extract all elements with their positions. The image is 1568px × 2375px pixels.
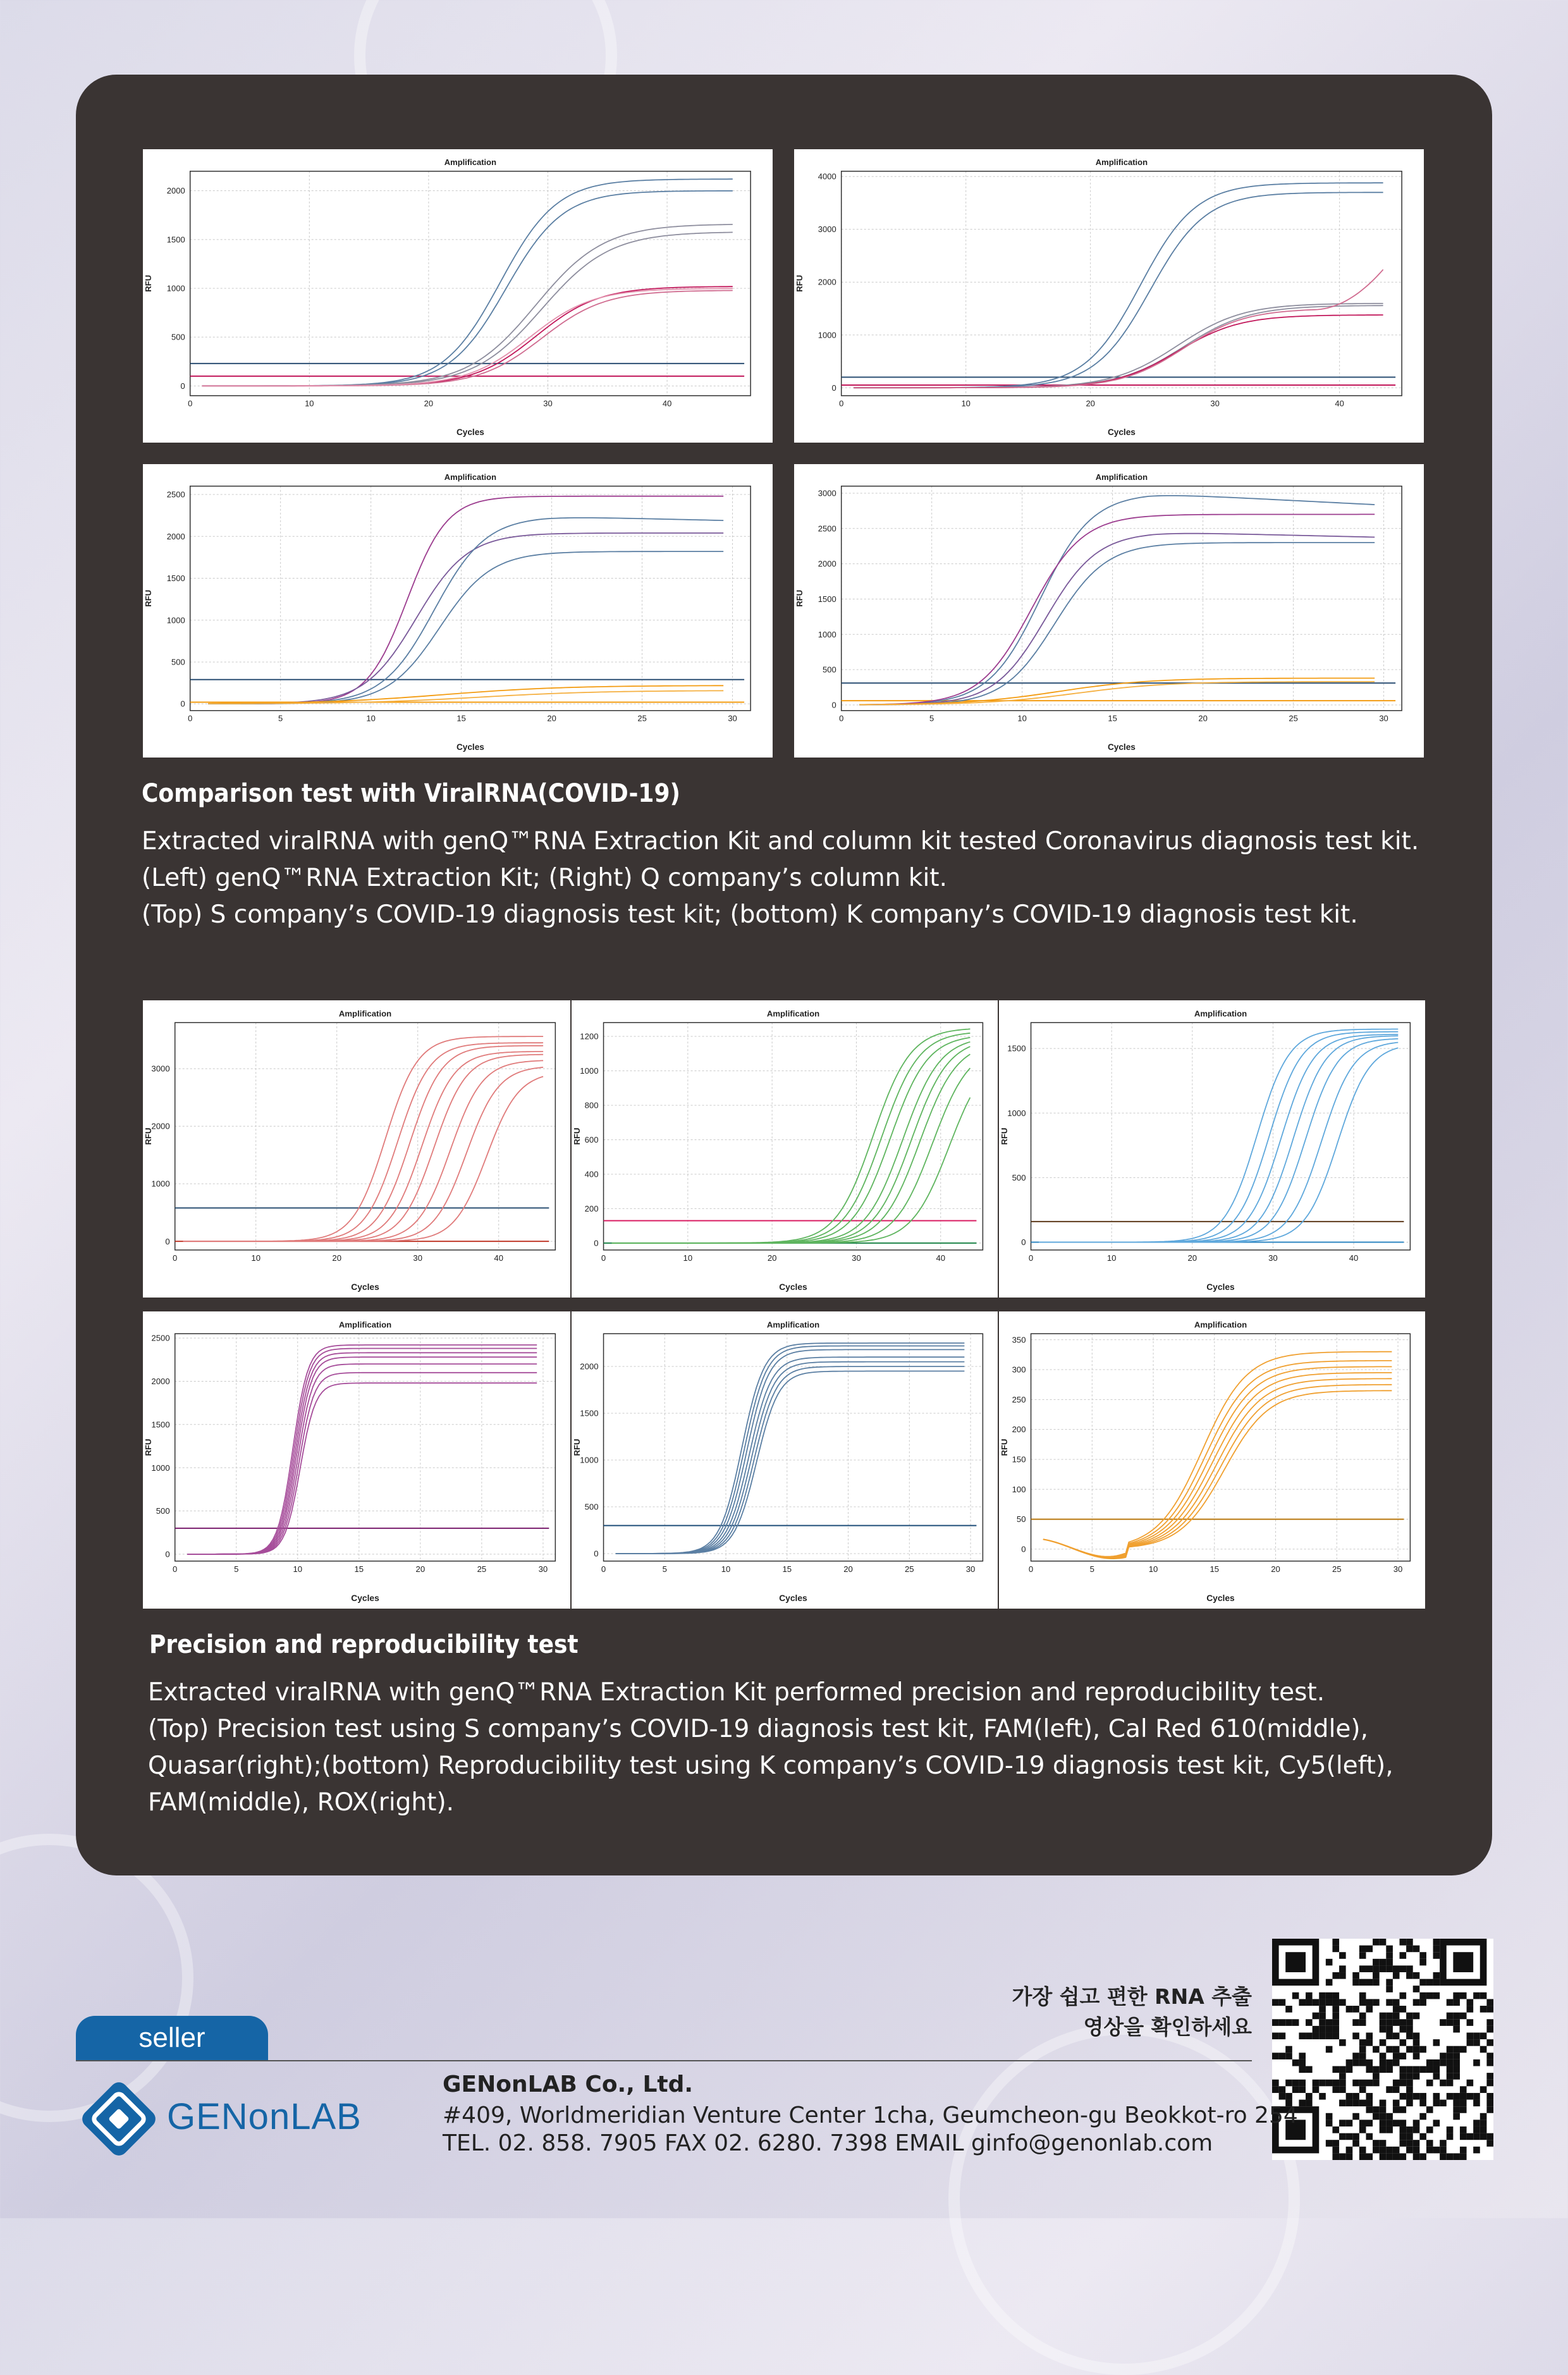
x-axis-label: Cycles — [779, 1282, 807, 1292]
chart-title: Amplification — [1095, 472, 1148, 482]
amplification-curve — [616, 1362, 965, 1554]
amplification-curve — [854, 183, 1383, 388]
footer-divider — [76, 2060, 1252, 2061]
amplification-curve — [612, 1029, 971, 1243]
x-tick-label: 30 — [413, 1253, 423, 1263]
amplification-curve — [612, 1033, 971, 1243]
x-tick-label: 20 — [1271, 1564, 1280, 1574]
x-tick-label: 25 — [904, 1564, 914, 1574]
x-tick-label: 20 — [415, 1564, 426, 1574]
y-tick-label: 1500 — [818, 594, 836, 604]
y-tick-label: 0 — [831, 700, 836, 710]
chart-svg — [572, 1000, 998, 1298]
amplification-curve — [208, 518, 723, 704]
chart-title: Amplification — [444, 472, 497, 482]
amplification-chart-top-right — [794, 149, 1424, 443]
amplification-curve — [202, 290, 733, 386]
x-tick-label: 30 — [538, 1564, 548, 1574]
x-tick-label: 0 — [173, 1253, 178, 1263]
y-tick-label: 500 — [156, 1506, 170, 1516]
amplification-curve — [1039, 1043, 1398, 1243]
y-tick-label: 600 — [584, 1135, 599, 1145]
y-tick-label: 200 — [584, 1204, 599, 1214]
x-tick-label: 20 — [547, 713, 556, 723]
x-tick-label: 25 — [1332, 1564, 1342, 1574]
y-tick-label: 1200 — [580, 1031, 599, 1041]
amplification-curve — [859, 496, 1375, 705]
plot-frame — [190, 486, 750, 711]
y-tick-label: 1000 — [166, 615, 185, 625]
x-tick-label: 0 — [188, 713, 193, 723]
x-tick-label: 20 — [332, 1253, 342, 1263]
y-axis-label: RFU — [1000, 1439, 1010, 1456]
y-tick-label: 2500 — [166, 489, 185, 500]
amplification-curve — [859, 534, 1375, 705]
y-tick-label: 500 — [823, 665, 836, 675]
reproducibility-chart-cy5 — [143, 1311, 570, 1609]
x-axis-label: Cycles — [779, 1593, 807, 1603]
y-tick-label: 50 — [1016, 1514, 1026, 1525]
amplification-curve — [854, 192, 1383, 388]
x-tick-label: 20 — [1198, 713, 1208, 723]
y-tick-label: 2000 — [166, 531, 185, 541]
y-tick-label: 2000 — [818, 559, 836, 569]
section1-line: (Left) genQ™RNA Extraction Kit; (Right) Q company’s column kit. — [142, 864, 947, 892]
x-tick-label: 10 — [305, 398, 314, 408]
amplification-curve — [187, 1345, 537, 1554]
company-address — [443, 2102, 1298, 2157]
y-axis-label: RFU — [572, 1127, 582, 1145]
y-tick-label: 0 — [180, 381, 185, 391]
x-tick-label: 40 — [662, 398, 672, 408]
chart-svg — [999, 1000, 1425, 1298]
amplification-curve — [183, 1043, 544, 1241]
x-axis-label: Cycles — [456, 742, 484, 752]
x-tick-label: 0 — [1028, 1253, 1034, 1263]
chart-svg — [794, 464, 1424, 758]
x-axis-label: Cycles — [1107, 742, 1136, 752]
y-axis-label: RFU — [794, 274, 804, 292]
amplification-curve — [859, 543, 1375, 705]
x-axis-label: Cycles — [1206, 1282, 1235, 1292]
chart-title: Amplification — [338, 1009, 392, 1019]
amplification-curve — [1043, 1390, 1392, 1559]
chart-svg — [143, 464, 773, 758]
y-tick-label: 1500 — [166, 235, 185, 245]
y-tick-label: 250 — [1012, 1394, 1026, 1404]
x-tick-label: 0 — [839, 398, 844, 408]
y-tick-label: 0 — [831, 383, 836, 393]
y-tick-label: 1500 — [580, 1408, 599, 1418]
plot-frame — [175, 1334, 556, 1561]
y-axis-label: RFU — [794, 589, 804, 607]
x-tick-label: 15 — [1108, 713, 1117, 723]
y-tick-label: 100 — [1012, 1484, 1026, 1494]
y-axis-label: RFU — [144, 1439, 154, 1456]
y-tick-label: 1000 — [580, 1066, 599, 1076]
y-axis-label: RFU — [1000, 1127, 1010, 1145]
x-tick-label: 5 — [1089, 1564, 1094, 1574]
x-tick-label: 15 — [782, 1564, 792, 1574]
x-tick-label: 15 — [354, 1564, 364, 1574]
amplification-curve — [1039, 1034, 1398, 1243]
x-tick-label: 10 — [721, 1564, 731, 1574]
section2-line: Quasar(right);(bottom) Reproducibility test using K company’s COVID-19 diagnosis test kit, Cy5(left), — [148, 1752, 1393, 1780]
y-tick-label: 0 — [594, 1238, 599, 1248]
x-tick-label: 40 — [936, 1253, 946, 1263]
logo-icon — [75, 2078, 163, 2160]
chart-title: Amplification — [766, 1320, 820, 1330]
x-tick-label: 10 — [1148, 1564, 1158, 1574]
amplification-curve — [183, 1067, 544, 1241]
y-tick-label: 3000 — [818, 224, 836, 235]
y-tick-label: 400 — [584, 1169, 599, 1179]
chart-svg — [143, 1311, 570, 1609]
x-tick-label: 20 — [424, 398, 434, 408]
plot-frame — [1031, 1022, 1411, 1250]
amplification-curve — [1039, 1036, 1398, 1242]
x-tick-label: 10 — [1017, 713, 1027, 723]
x-tick-label: 30 — [965, 1564, 976, 1574]
x-tick-label: 30 — [1210, 398, 1220, 408]
y-tick-label: 1000 — [166, 283, 185, 293]
y-tick-label: 1500 — [166, 574, 185, 584]
chart-title: Amplification — [1194, 1009, 1247, 1019]
x-tick-label: 0 — [188, 398, 193, 408]
chart-title: Amplification — [1194, 1320, 1247, 1330]
genonlab-logo — [75, 2078, 365, 2160]
y-tick-label: 0 — [1021, 1237, 1026, 1248]
video-promo-text — [1012, 1982, 1252, 2042]
amplification-curve — [187, 1349, 537, 1554]
amplification-curve — [202, 224, 733, 386]
x-tick-label: 0 — [601, 1253, 606, 1263]
y-tick-label: 350 — [1012, 1335, 1026, 1345]
amplification-curve — [1043, 1373, 1392, 1558]
x-tick-label: 20 — [767, 1253, 777, 1263]
x-tick-label: 10 — [293, 1564, 303, 1574]
x-tick-label: 20 — [1086, 398, 1095, 408]
plot-frame — [842, 171, 1402, 396]
y-tick-label: 2000 — [818, 277, 836, 287]
chart-svg — [794, 149, 1424, 443]
amplification-curve — [612, 1038, 971, 1243]
y-tick-label: 1000 — [818, 330, 836, 340]
y-tick-label: 300 — [1012, 1365, 1026, 1375]
amplification-curve — [616, 1343, 965, 1554]
x-tick-label: 10 — [961, 398, 971, 408]
x-axis-label: Cycles — [456, 427, 484, 437]
amplification-curve — [616, 1346, 965, 1554]
y-tick-label: 150 — [1012, 1454, 1026, 1464]
qr-pattern — [1272, 1939, 1493, 2160]
seller-tab: seller — [76, 2016, 268, 2060]
x-axis-label: Cycles — [351, 1282, 379, 1292]
amplification-curve — [183, 1036, 544, 1241]
x-tick-label: 10 — [1106, 1253, 1117, 1263]
amplification-curve — [612, 1068, 971, 1243]
y-tick-label: 1500 — [151, 1420, 170, 1430]
x-axis-label: Cycles — [1107, 427, 1136, 437]
promo-line: 영상을 확인하세요 — [1083, 2015, 1252, 2039]
amplification-curve — [183, 1052, 544, 1241]
contact-line: TEL. 02. 858. 7905 FAX 02. 6280. 7398 EMAIL ginfo@genonlab.com — [443, 2130, 1213, 2156]
section1-line: (Top) S company’s COVID-19 diagnosis test kit; (bottom) K company’s COVID-19 diagnosis test kit. — [142, 900, 1358, 929]
amplification-curve — [1039, 1029, 1398, 1243]
y-tick-label: 500 — [171, 332, 185, 342]
y-tick-label: 2500 — [151, 1333, 170, 1343]
x-tick-label: 25 — [1289, 713, 1298, 723]
y-tick-label: 1000 — [151, 1463, 170, 1473]
y-tick-label: 500 — [171, 657, 185, 667]
amplification-curve — [612, 1042, 971, 1243]
section2-line: (Top) Precision test using S company’s COVID-19 diagnosis test kit, FAM(left), Cal Red 610(middle), — [148, 1715, 1369, 1743]
amplification-curve — [208, 496, 723, 704]
logo-text: GENonLAB — [167, 2096, 362, 2137]
x-tick-label: 5 — [278, 713, 283, 723]
x-tick-label: 10 — [251, 1253, 261, 1263]
qr-code[interactable] — [1272, 1939, 1493, 2160]
y-tick-label: 500 — [1012, 1173, 1026, 1183]
x-tick-label: 0 — [601, 1564, 606, 1574]
address-line: #409, Worldmeridian Venture Center 1cha, Geumcheon-gu Beokkot-ro 254 — [443, 2102, 1298, 2128]
y-tick-label: 1000 — [151, 1179, 170, 1189]
x-tick-label: 30 — [543, 398, 553, 408]
bg-molecule — [948, 2023, 1300, 2375]
x-tick-label: 30 — [1268, 1253, 1278, 1263]
x-tick-label: 25 — [477, 1564, 487, 1574]
promo-line: 가장 쉽고 편한 RNA 추출 — [1012, 1984, 1252, 2009]
x-tick-label: 5 — [929, 713, 934, 723]
amplification-curve — [187, 1364, 537, 1554]
section1-body — [142, 823, 1419, 933]
x-tick-label: 25 — [637, 713, 647, 723]
y-tick-label: 0 — [594, 1549, 599, 1559]
x-tick-label: 5 — [662, 1564, 667, 1574]
amplification-curve — [187, 1373, 537, 1554]
chart-title: Amplification — [766, 1009, 820, 1019]
x-tick-label: 15 — [1210, 1564, 1220, 1574]
chart-svg — [572, 1311, 998, 1609]
y-tick-label: 2000 — [151, 1121, 170, 1131]
y-tick-label: 500 — [584, 1502, 599, 1512]
amplification-curve — [1043, 1378, 1392, 1558]
amplification-curve — [208, 551, 723, 704]
amplification-chart-bottom-left — [143, 464, 773, 758]
y-axis-label: RFU — [143, 589, 153, 607]
x-tick-label: 10 — [683, 1253, 693, 1263]
chart-svg — [143, 149, 773, 443]
x-tick-label: 30 — [1393, 1564, 1403, 1574]
x-tick-label: 5 — [234, 1564, 239, 1574]
plot-frame — [604, 1022, 983, 1250]
amplification-curve — [1043, 1352, 1392, 1557]
y-tick-label: 3000 — [818, 488, 836, 498]
y-tick-label: 2500 — [818, 524, 836, 534]
section1-title: Comparison test with ViralRNA(COVID-19) — [142, 779, 680, 808]
plot-frame — [190, 171, 750, 396]
y-tick-label: 2000 — [580, 1361, 599, 1372]
section2-title: Precision and reproducibility test — [149, 1630, 579, 1659]
x-tick-label: 40 — [1349, 1253, 1359, 1263]
plot-frame — [175, 1022, 556, 1250]
x-axis-label: Cycles — [1206, 1593, 1235, 1603]
y-tick-label: 1000 — [580, 1455, 599, 1465]
chart-title: Amplification — [338, 1320, 392, 1330]
precision-chart-calred610 — [572, 1000, 998, 1298]
x-tick-label: 30 — [1379, 713, 1388, 723]
x-tick-label: 0 — [1028, 1564, 1034, 1574]
amplification-curve — [854, 269, 1383, 388]
y-tick-label: 1000 — [818, 629, 836, 639]
amplification-curve — [1039, 1048, 1398, 1242]
x-tick-label: 40 — [1335, 398, 1344, 408]
chart-svg — [143, 1000, 570, 1298]
x-tick-label: 20 — [1187, 1253, 1197, 1263]
reproducibility-chart-fam — [572, 1311, 998, 1609]
y-tick-label: 0 — [180, 699, 185, 709]
amplification-curve — [183, 1055, 544, 1241]
x-tick-label: 30 — [728, 713, 737, 723]
x-tick-label: 10 — [366, 713, 376, 723]
y-axis-label: RFU — [144, 1127, 154, 1145]
y-tick-label: 1000 — [1007, 1108, 1026, 1118]
y-tick-label: 2000 — [151, 1377, 170, 1387]
precision-chart-quasar — [999, 1000, 1425, 1298]
y-tick-label: 0 — [1021, 1544, 1026, 1554]
amplification-curve — [616, 1357, 965, 1554]
x-tick-label: 20 — [843, 1564, 853, 1574]
section2-line: FAM(middle), ROX(right). — [148, 1788, 455, 1817]
section2-body — [148, 1674, 1393, 1821]
amplification-curve — [1039, 1032, 1398, 1243]
amplification-curve — [1039, 1039, 1398, 1243]
x-axis-label: Cycles — [351, 1593, 379, 1603]
y-tick-label: 3000 — [151, 1064, 170, 1074]
y-tick-label: 4000 — [818, 171, 836, 181]
y-tick-label: 0 — [165, 1236, 170, 1246]
y-axis-label: RFU — [572, 1439, 582, 1456]
chart-title: Amplification — [444, 157, 497, 167]
x-tick-label: 0 — [839, 713, 844, 723]
amplification-curve — [208, 685, 723, 703]
y-tick-label: 0 — [165, 1549, 170, 1559]
amplification-curve — [616, 1371, 965, 1554]
plot-frame — [604, 1334, 983, 1561]
amplification-curve — [1043, 1361, 1392, 1557]
x-tick-label: 40 — [494, 1253, 504, 1263]
chart-svg — [999, 1311, 1425, 1609]
section2-line: Extracted viralRNA with genQ™RNA Extraction Kit performed precision and reproducibility test. — [148, 1678, 1325, 1707]
chart-title: Amplification — [1095, 157, 1148, 167]
y-tick-label: 2000 — [166, 186, 185, 196]
x-tick-label: 0 — [173, 1564, 178, 1574]
company-name: GENonLAB Co., Ltd. — [443, 2071, 694, 2097]
section1-line: Extracted viralRNA with genQ™RNA Extraction Kit and column kit tested Coronavirus diagnosis test kit. — [142, 827, 1419, 856]
amplification-curve — [1043, 1385, 1392, 1559]
y-tick-label: 200 — [1012, 1425, 1026, 1435]
amplification-chart-top-left — [143, 149, 773, 443]
reproducibility-chart-rox — [999, 1311, 1425, 1609]
y-tick-label: 1500 — [1007, 1043, 1026, 1053]
x-tick-label: 15 — [456, 713, 466, 723]
y-tick-label: 800 — [584, 1100, 599, 1110]
y-axis-label: RFU — [143, 274, 153, 292]
precision-chart-fam — [143, 1000, 570, 1298]
x-tick-label: 30 — [852, 1253, 861, 1263]
amplification-chart-bottom-right — [794, 464, 1424, 758]
amplification-curve — [187, 1357, 537, 1554]
amplification-curve — [202, 179, 733, 386]
